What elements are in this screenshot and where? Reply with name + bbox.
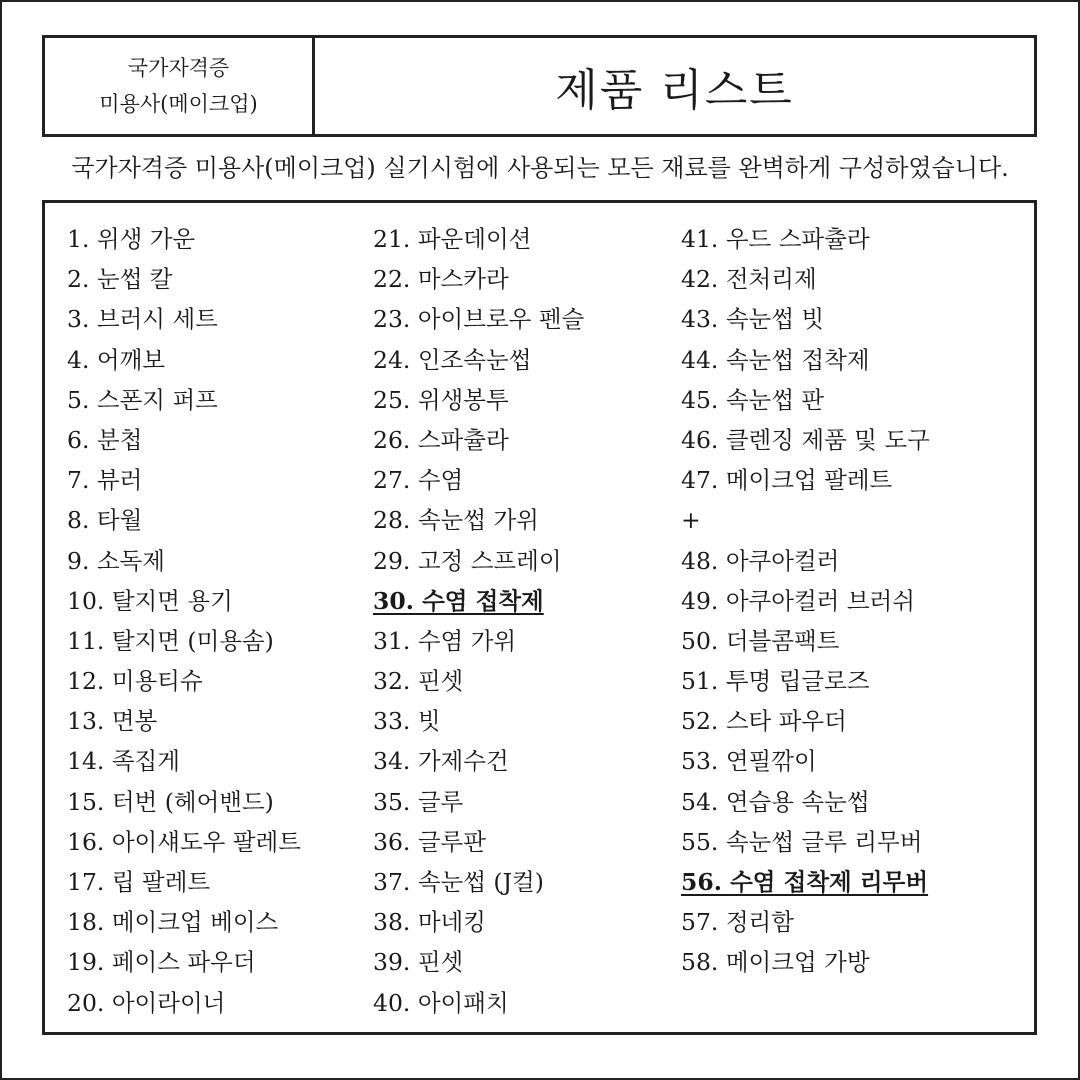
product-column-1 xyxy=(67,219,301,1023)
product-item-label: 57. 정리함 xyxy=(681,908,794,937)
product-list-item xyxy=(681,380,930,420)
product-list-item xyxy=(67,299,301,339)
product-list-item xyxy=(681,701,930,741)
product-column-2 xyxy=(373,219,584,1023)
product-list-item xyxy=(67,942,301,982)
product-item-label: 50. 더블콤팩트 xyxy=(681,626,840,655)
product-item-label: 41. 우드 스파츌라 xyxy=(681,225,870,253)
product-list-item xyxy=(681,541,930,581)
product-list-item xyxy=(67,380,301,420)
page-subtitle: 국가자격증 미용사(메이크업) 실기시험에 사용되는 모든 재료를 완벽하게 구성하였습니다. xyxy=(71,154,1009,182)
product-item-label: 17. 립 팔레트 xyxy=(67,868,211,896)
product-list-item xyxy=(67,259,301,299)
product-list-item xyxy=(67,741,301,781)
product-list-item xyxy=(373,701,584,741)
product-list-item xyxy=(681,500,930,540)
product-list-item xyxy=(373,902,584,942)
product-item-label: 12. 미용티슈 xyxy=(67,667,203,696)
product-list-item xyxy=(373,782,584,822)
product-item-label: 49. 아쿠아컬러 브러쉬 xyxy=(681,586,915,615)
product-item-label: 20. 아이라이너 xyxy=(67,988,226,1017)
product-list-item xyxy=(681,420,930,460)
product-item-label: 58. 메이크업 가방 xyxy=(681,948,870,977)
product-item-label: 1. 위생 가운 xyxy=(67,225,196,253)
product-item-label: 29. 고정 스프레이 xyxy=(373,546,562,575)
product-list-item xyxy=(373,380,584,420)
product-list-item xyxy=(67,701,301,741)
product-item-label: 48. 아쿠아컬러 xyxy=(681,546,840,575)
product-list-item xyxy=(67,541,301,581)
product-list-item xyxy=(373,500,584,540)
product-item-label: 55. 속눈썹 글루 리무버 xyxy=(681,827,923,856)
product-list-item xyxy=(67,983,301,1023)
product-item-label-highlighted: 56. 수염 접착제 리무버 xyxy=(681,868,929,896)
product-item-label: 10. 탈지면 용기 xyxy=(67,586,233,615)
product-list-item xyxy=(373,621,584,661)
product-item-label: 40. 아이패치 xyxy=(373,988,509,1017)
product-item-label: 43. 속눈썹 빗 xyxy=(681,305,825,334)
header-category-line2: 미용사(메이크업) xyxy=(99,92,258,116)
product-item-label: 45. 속눈썹 판 xyxy=(681,385,825,414)
product-list-item xyxy=(681,862,930,902)
product-item-label: 18. 메이크업 베이스 xyxy=(67,908,279,937)
product-item-label: 44. 속눈썹 접착제 xyxy=(681,345,870,374)
product-list-item xyxy=(681,299,930,339)
product-list-item xyxy=(67,902,301,942)
product-item-label: 34. 가제수건 xyxy=(373,747,509,776)
header-box xyxy=(42,35,1037,137)
product-list-item xyxy=(681,822,930,862)
product-list-item xyxy=(67,460,301,500)
product-item-label: 21. 파운데이션 xyxy=(373,225,532,253)
product-list-item xyxy=(67,500,301,540)
product-list-item xyxy=(67,420,301,460)
product-item-label: 26. 스파츌라 xyxy=(373,425,509,454)
product-item-label: 42. 전처리제 xyxy=(681,265,817,294)
product-list-item xyxy=(681,340,930,380)
product-column-3 xyxy=(681,219,930,983)
product-item-label: 22. 마스카라 xyxy=(373,265,509,294)
product-item-label: 3. 브러시 세트 xyxy=(67,305,218,334)
product-list-item xyxy=(373,983,584,1023)
product-list-item xyxy=(373,581,584,621)
product-list-item xyxy=(373,942,584,982)
product-item-label: 37. 속눈썹 (J컬) xyxy=(373,868,544,896)
product-list-item xyxy=(681,460,930,500)
product-list-item xyxy=(373,661,584,701)
product-list-item xyxy=(67,782,301,822)
product-item-label: 11. 탈지면 (미용솜) xyxy=(67,626,274,655)
product-list-item xyxy=(67,219,301,259)
product-list-item xyxy=(681,259,930,299)
product-list-item xyxy=(373,259,584,299)
product-list-item xyxy=(373,299,584,339)
product-item-label: 46. 클렌징 제품 및 도구 xyxy=(681,425,930,454)
product-item-label: 14. 족집게 xyxy=(67,747,180,776)
product-item-label: 38. 마네킹 xyxy=(373,908,486,937)
product-list-item xyxy=(67,621,301,661)
product-list-item xyxy=(681,942,930,982)
page-title: 제품 리스트 xyxy=(555,65,794,116)
product-item-label: 19. 페이스 파우더 xyxy=(67,948,256,977)
product-list-item xyxy=(681,581,930,621)
header-category-line1: 국가자격증 xyxy=(127,56,230,80)
product-list-item xyxy=(681,661,930,701)
product-list-item xyxy=(681,219,930,259)
product-list-item xyxy=(681,902,930,942)
product-item-label: 23. 아이브로우 펜슬 xyxy=(373,305,585,334)
product-item-label: 32. 핀셋 xyxy=(373,667,464,696)
product-item-label: 36. 글루판 xyxy=(373,827,486,856)
product-item-label: 13. 면봉 xyxy=(67,707,158,736)
product-item-label: 15. 터번 (헤어밴드) xyxy=(67,787,274,816)
product-item-label: 5. 스폰지 퍼프 xyxy=(67,385,218,414)
product-list-item xyxy=(373,420,584,460)
product-item-label: 31. 수염 가위 xyxy=(373,626,517,655)
product-list-item xyxy=(373,340,584,380)
product-item-label: 8. 타월 xyxy=(67,506,143,535)
product-list-item xyxy=(67,822,301,862)
product-list-item xyxy=(67,340,301,380)
header-category xyxy=(45,38,315,134)
product-item-label: 35. 글루 xyxy=(373,787,464,816)
product-list-item xyxy=(373,541,584,581)
product-list-item xyxy=(373,741,584,781)
product-item-label: 27. 수염 xyxy=(373,466,464,495)
product-list-item xyxy=(681,621,930,661)
product-item-label: 24. 인조속눈썹 xyxy=(373,345,532,374)
product-item-label: 33. 빗 xyxy=(373,707,441,736)
product-item-label: 51. 투명 립글로즈 xyxy=(681,667,870,696)
product-item-label: 2. 눈썹 칼 xyxy=(67,265,173,294)
product-list-item xyxy=(373,460,584,500)
product-list-item xyxy=(373,822,584,862)
product-item-label: 39. 핀셋 xyxy=(373,948,464,977)
product-item-label: 25. 위생봉투 xyxy=(373,385,509,414)
product-item-label: 52. 스타 파우더 xyxy=(681,707,847,736)
product-item-label-highlighted: 30. 수염 접착제 xyxy=(373,586,544,615)
product-list-box xyxy=(42,200,1037,1035)
product-list-item xyxy=(67,581,301,621)
product-item-label: 28. 속눈썹 가위 xyxy=(373,506,539,535)
product-item-label: 7. 뷰러 xyxy=(67,466,143,495)
product-list-item xyxy=(373,219,584,259)
product-item-label: 47. 메이크업 팔레트 xyxy=(681,466,893,495)
product-list-item xyxy=(373,862,584,902)
product-list-item xyxy=(67,661,301,701)
product-list-item xyxy=(681,782,930,822)
product-item-label: 6. 분첩 xyxy=(67,425,143,454)
product-list-item xyxy=(681,741,930,781)
product-item-label: 9. 소독제 xyxy=(67,546,165,575)
product-item-label: 4. 어깨보 xyxy=(67,345,165,374)
product-item-label: 54. 연습용 속눈썹 xyxy=(681,787,870,816)
product-item-label: 16. 아이섀도우 팔레트 xyxy=(67,827,301,856)
product-item-label: + xyxy=(681,506,701,535)
product-list-item xyxy=(67,862,301,902)
product-item-label: 53. 연필깎이 xyxy=(681,747,817,776)
